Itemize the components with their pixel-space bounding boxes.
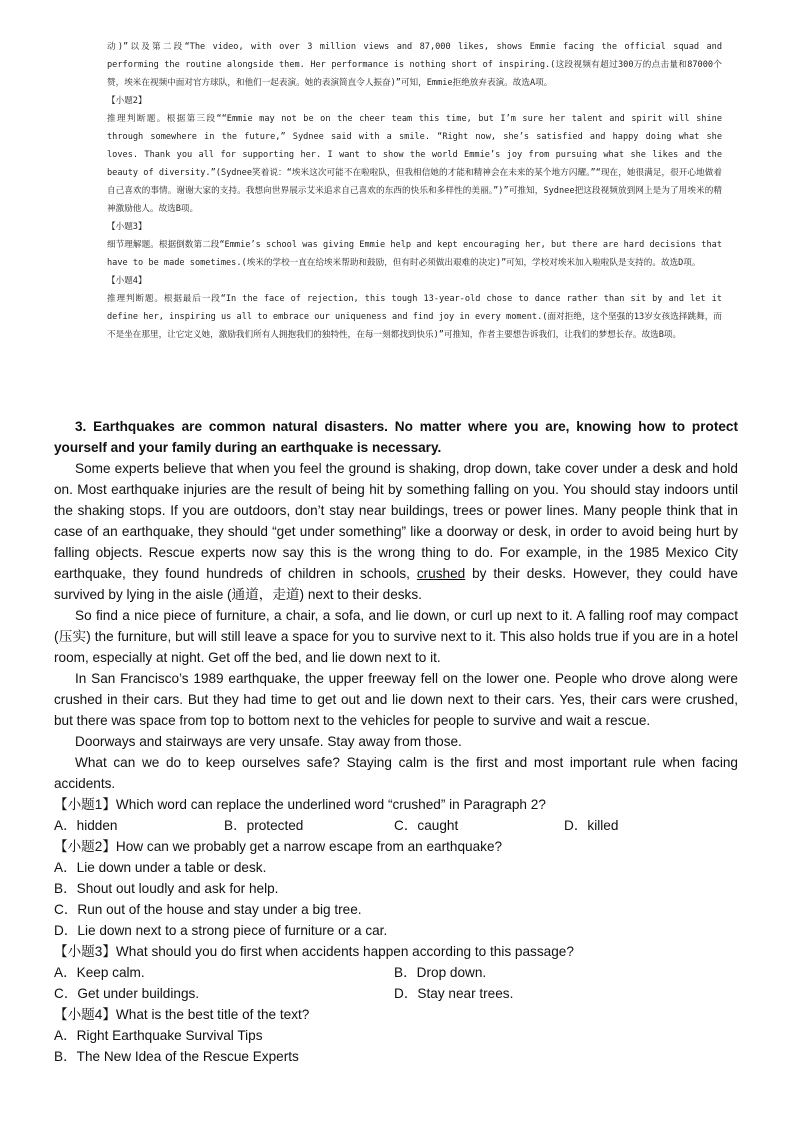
q1-option-a: A．hidden [54,818,118,833]
question-1-stem: 【小题1】Which word can replace the underlined word “crushed” in Paragraph 2? [54,797,546,812]
question-3-options-row-2 [54,983,738,1004]
q3-option-c: C．Get under buildings. [54,986,200,1001]
passage-paragraph-2: So find a nice piece of furniture, a chair, a sofa, and lie down, or curl up next to it. A falling roof may compact (压实) the furniture, but will still leave a space for you to survive next to it. This also holds true if you are in a hotel room, especially at night. Get off the bed, and lie down next to it. [54,608,738,665]
question-1-options [54,815,738,836]
q4-option-a: A．Right Earthquake Survival Tips [54,1028,263,1043]
passage-paragraph-5: What can we do to keep ourselves safe? Staying calm is the first and most important rule when facing accidents. [54,755,738,791]
question-4-stem: 【小题4】What is the best title of the text? [54,1007,310,1022]
analysis-q3-text: 细节理解题。根据倒数第二段“Emmie’s school was giving Emmie help and kept encouraging her, but there are hard decisions that have to be made sometimes.(埃米的学校一直在给埃米帮助和鼓励，但有时必须做出艰难的决定)”可知，学校对埃米加入啦啦队是支持的。故选D项。 [107,240,722,268]
analysis-q1-text: 动)”以及第二段“The video, with over 3 million views and 87,000 likes, shows Emmie facing the official squad and performing the routine alongside them. Her performance is nothing short of inspiring.(这段视频有超过300万的点击量和87000个赞，埃米在视频中面对官方球队，和他们一起表演。她的表演简直令人振奋)”可知，Emmie拒绝放弃表演。故选A项。 [107,42,722,88]
q4-option-b: B．The New Idea of the Rescue Experts [54,1049,299,1064]
question-3-stem: 【小题3】What should you do first when accidents happen according to this passage? [54,944,574,959]
analysis-q4-text: 推理判断题。根据最后一段“In the face of rejection, this tough 13-year-old chose to dance rather than sit by and let it define her, inspiring us all to embrace our uniqueness and find joy in every moment.(面对拒绝，这个坚强的13岁女孩选择跳舞，而不是坐在那里，让它定义她，激励我们所有人拥抱我们的独特性，在每一刻都找到快乐)”可推知，作者主要想告诉我们，让我们的梦想长存。故选B项。 [107,294,722,340]
question-2-stem: 【小题2】How can we probably get a narrow escape from an earthquake? [54,839,503,854]
q1-option-d: D．killed [564,818,619,833]
q2-option-d: D．Lie down next to a strong piece of furniture or a car. [54,923,388,938]
passage-paragraph-4: Doorways and stairways are very unsafe. Stay away from those. [75,734,462,749]
analysis-q3-tag: 【小题3】 [107,222,147,232]
q2-option-a: A．Lie down under a table or desk. [54,860,267,875]
q2-option-b: B．Shout out loudly and ask for help. [54,881,279,896]
paragraph-1-text: Some experts believe that when you feel the ground is shaking, drop down, take cover under a desk and hold on. Most earthquake injuries are the result of being hit by something falling on you. You should stay indoors until the shaking stops. If you are outdoors, don’t stay near buildings, trees or power lines. Many people think that in case of an earthquake, they should “get under something” like a doorway or desk, in order to avoid being hurt by falling objects. Rescue experts now say this is the wrong thing to do. For example, in the 1985 Mexico City earthquake, they found hundreds of children in schools, [54,461,738,581]
q1-option-c: C．caught [394,818,459,833]
q1-option-b: B．protected [224,818,304,833]
passage-title: 3. Earthquakes are common natural disasters. No matter where you are, knowing how to protect yourself and your family during an earthquake is necessary. [54,419,738,455]
passage-paragraph-1 [54,458,738,605]
passage-paragraph-3: In San Francisco’s 1989 earthquake, the upper freeway fell on the lower one. People who drove along were crushed in their cars. But they had time to get out and lie down next to their cars. Yes, their cars were crushed, but there was space from top to bottom next to the vehicles for people to survive and wait a rescue. [54,671,738,728]
q2-option-c: C．Run out of the house and stay under a big tree. [54,902,362,917]
analysis-q2-text: 推理判断题。根据第三段““Emmie may not be on the cheer team this time, but I’m sure her talent and spirit will shine through somewhere in the future,” Sydnee said with a smile. “Right now, she’s satisfied and happy doing what she loves. Thank you all for supporting her. I want to show the world Emmie’s joy from pursuing what she likes and the beauty of diversity.”(Sydnee笑着说：“埃米这次可能不在啦啦队，但我相信她的才能和精神会在未来的某个地方闪耀。”“现在，她很满足，很开心地做着自己喜欢的事情。谢谢大家的支持。我想向世界展示艾米追求自己喜欢的东西的快乐和多样性的美丽。”)”可推知，Sydnee把这段视频放到网上是为了用埃米的精神激励他人。故选B项。 [107,114,722,214]
answer-analysis [107,38,722,344]
reading-passage [54,416,738,1067]
q3-option-b: B．Drop down. [394,965,487,980]
underlined-word-crushed: crushed [416,566,466,581]
q3-option-a: A．Keep calm. [54,965,145,980]
analysis-q2-tag: 【小题2】 [107,96,147,106]
q3-option-d: D．Stay near trees. [394,986,514,1001]
analysis-q4-tag: 【小题4】 [107,276,147,286]
question-3-options-row-1 [54,962,738,983]
paragraph-1-end: by their desks. However, they could have survived by lying in the aisle (通道，走道) next to their desks. [54,566,738,602]
